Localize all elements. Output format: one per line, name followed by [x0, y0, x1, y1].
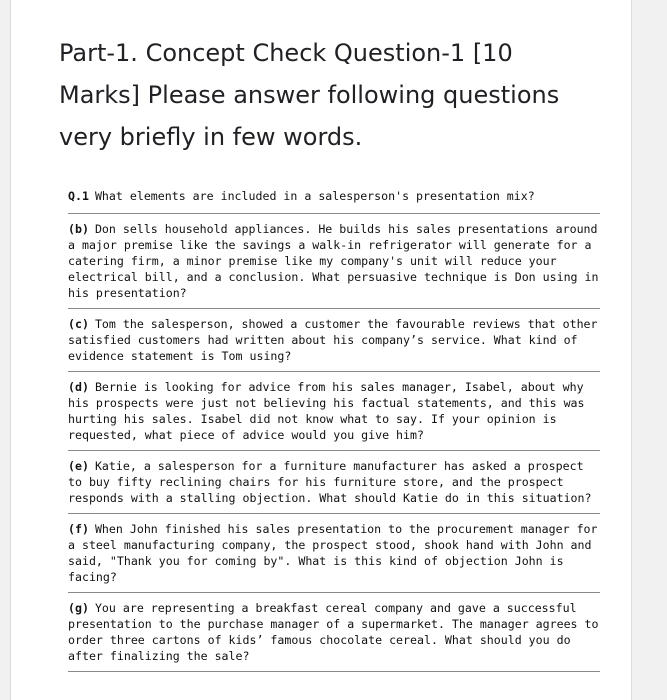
question-b [68, 221, 600, 309]
question-e [68, 458, 600, 514]
question-text: Bernie is looking for advice from his sales manager, Isabel, about why his prospects were just not believing his factual statements, and this was hurting his sales. Isabel did not know what to say. If your opinion is requested, what piece of advice would you give him? [68, 380, 585, 442]
question-label: (e) [68, 459, 89, 473]
question-c [68, 316, 600, 372]
page-title: Part-1. Concept Check Question-1 [10 Marks] Please answer following questions very briefly in few words. [59, 39, 560, 151]
question-label: (c) [68, 317, 89, 331]
form-card [10, 0, 632, 700]
question-text: Tom the salesperson, showed a customer the favourable reviews that other satisfied customers had written about his company’s service. What kind of evidence statement is Tom using? [68, 317, 598, 363]
question-label: (d) [68, 380, 89, 394]
question-text: Katie, a salesperson for a furniture manufacturer has asked a prospect to buy fifty reclining chairs for his furniture store, and the prospect responds with a stalling objection. What should Katie do in this situation? [68, 459, 592, 505]
question-g [68, 600, 600, 672]
question-label: (g) [68, 601, 89, 615]
question-label: Q.1 [68, 189, 89, 203]
question-label: (f) [68, 522, 89, 536]
question-1 [68, 188, 600, 214]
question-text: Don sells household appliances. He builds his sales presentations around a major premise like the savings a walk-in refrigerator will generate for a catering firm, a minor premise like my company's unit will reduce your electrical bill, and a conclusion. What persuasive technique is Don using in his presentation? [68, 222, 599, 300]
question-label: (b) [68, 222, 89, 236]
question-text: What elements are included in a salesperson's presentation mix? [94, 189, 535, 203]
question-f [68, 521, 600, 593]
question-d [68, 379, 600, 451]
question-text: You are representing a breakfast cereal company and gave a successful presentation to the purchase manager of a supermarket. The manager agrees to order three cartons of kids’ famous chocolate cereal. What should you do after finalizing the sale? [68, 601, 599, 663]
question-text: When John finished his sales presentation to the procurement manager for a steel manufacturing company, the prospect stood, shook hand with John and said, "Thank you for coming by". What is this kind of objection John is facing? [68, 522, 598, 584]
question-list [68, 188, 600, 679]
